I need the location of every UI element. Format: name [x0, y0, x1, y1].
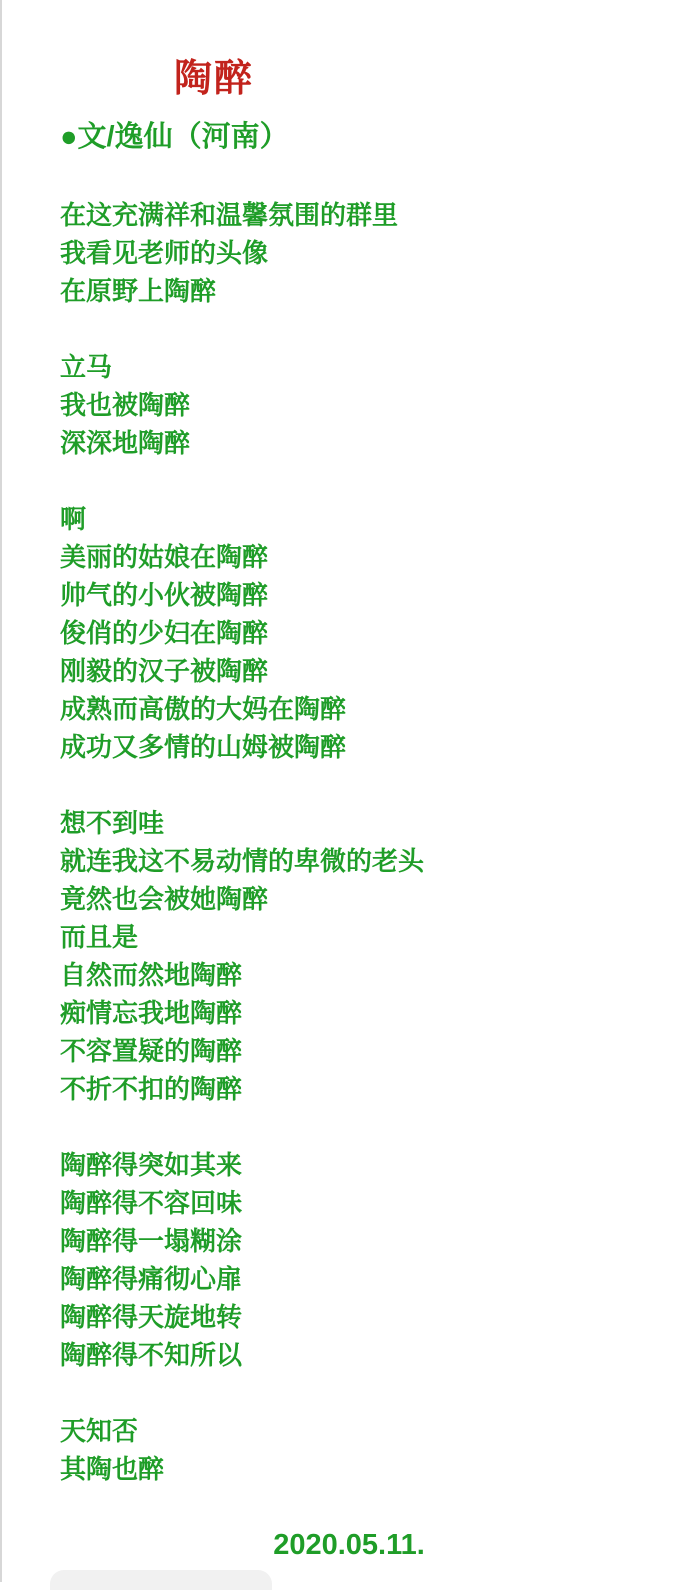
poem-line: 我也被陶醉 — [60, 390, 191, 420]
poem-line: 帅气的小伙被陶醉 — [60, 580, 269, 610]
date-line: 2020.05.11. — [273, 1529, 425, 1561]
poem-line: 成功又多情的山姆被陶醉 — [60, 732, 347, 762]
author-line: ●文/逸仙（河南） — [60, 121, 289, 153]
poem-line: 深深地陶醉 — [60, 428, 191, 458]
poem-line: 不容置疑的陶醉 — [60, 1036, 243, 1066]
poem-line: 陶醉得不知所以 — [60, 1340, 243, 1370]
poem-line: 陶醉得痛彻心扉 — [60, 1264, 243, 1294]
poem-line: 天知否 — [60, 1416, 139, 1446]
poem-line: 陶醉得不容回味 — [60, 1188, 243, 1218]
poem-line: 在原野上陶醉 — [60, 276, 217, 306]
poem-line: 陶醉得突如其来 — [60, 1150, 243, 1180]
poem-line: 不折不扣的陶醉 — [60, 1074, 243, 1104]
left-edge-divider — [0, 0, 2, 1582]
poem-line: 其陶也醉 — [60, 1454, 165, 1484]
poem-line: 美丽的姑娘在陶醉 — [60, 542, 269, 572]
poem-line: 在这充满祥和温馨氛围的群里 — [60, 200, 399, 230]
poem-line: 而且是 — [60, 922, 139, 952]
stanza-5 — [60, 1146, 698, 1374]
poem-line: 刚毅的汉子被陶醉 — [60, 656, 269, 686]
poem-line: 立马 — [60, 352, 113, 382]
poem-line: 俊俏的少妇在陶醉 — [60, 618, 269, 648]
poem-line: 想不到哇 — [60, 808, 165, 838]
stanza-3 — [60, 500, 698, 766]
poem-body — [60, 196, 698, 1564]
poem-title: 陶醉 — [174, 58, 255, 100]
bottom-card-edge — [50, 1570, 272, 1590]
poem-line: 痴情忘我地陶醉 — [60, 998, 243, 1028]
poem-line: 成熟而高傲的大妈在陶醉 — [60, 694, 347, 724]
poem-line: 陶醉得一塌糊涂 — [60, 1226, 243, 1256]
stanza-6 — [60, 1412, 698, 1488]
poem-line: 我看见老师的头像 — [60, 238, 269, 268]
poem-line: 啊 — [60, 504, 87, 534]
stanza-1 — [60, 196, 698, 310]
poem-line: 就连我这不易动情的卑微的老头 — [60, 846, 425, 876]
stanza-4 — [60, 804, 698, 1108]
poem-line: 陶醉得天旋地转 — [60, 1302, 243, 1332]
stanza-2 — [60, 348, 698, 462]
poem-line: 自然而然地陶醉 — [60, 960, 243, 990]
poem-line: 竟然也会被她陶醉 — [60, 884, 269, 914]
